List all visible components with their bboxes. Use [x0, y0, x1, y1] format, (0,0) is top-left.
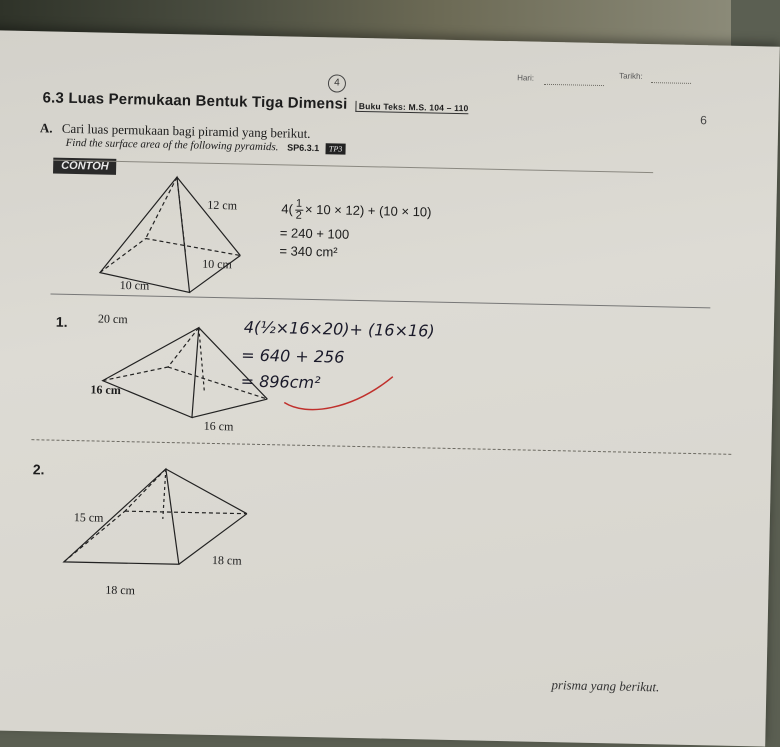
example-pyramid-diagram — [74, 172, 247, 306]
q1-face-front — [102, 326, 199, 418]
section-title-text: 6.3 Luas Permukaan Bentuk Tiga Dimensi — [42, 89, 348, 113]
example-face-front — [100, 176, 192, 293]
page-number-circle — [328, 74, 346, 92]
q1-base-label: 16 cm — [203, 418, 234, 434]
section-title — [42, 89, 468, 115]
example-working-line3: = 340 cm² — [279, 243, 338, 260]
q1-hand-line1: 4(½×16×20)+ (16×16) — [243, 317, 435, 341]
hari-line — [544, 84, 604, 86]
textbook-ref: Buku Teks: M.S. 104 – 110 — [356, 101, 469, 114]
tp-badge: TP3 — [326, 143, 346, 154]
q1-side-label: 16 cm — [90, 382, 121, 398]
example-working-line1 — [281, 198, 432, 224]
example-line1-rest: × 10 × 12) + (10 × 10) — [304, 201, 432, 220]
page-number: 4 — [334, 77, 340, 89]
example-working-line2: = 240 + 100 — [279, 225, 350, 242]
sp-code: SP6.3.1 — [287, 142, 320, 154]
q1-number: 1. — [55, 313, 68, 330]
q1-slant-label: 20 cm — [97, 311, 128, 327]
example-line1-prefix: 4( — [281, 201, 294, 217]
q2-slant-label: 15 cm — [73, 510, 104, 525]
right-edge-digit: 6 — [700, 113, 708, 128]
tarikh-line — [651, 82, 691, 84]
q2-side-label: 18 cm — [211, 552, 242, 568]
tarikh-label: Tarikh: — [619, 71, 643, 81]
q1-bottom-rule — [31, 439, 731, 455]
example-base-label: 10 cm — [119, 277, 150, 293]
contoh-tag: CONTOH — [53, 158, 117, 175]
example-depth-label: 10 cm — [202, 256, 232, 272]
hari-label: Hari: — [517, 73, 535, 83]
q1-red-check-mark — [282, 366, 403, 419]
q1-hand-line3: = 896cm² — [240, 371, 321, 393]
question-text-ms: Cari luas permukaan bagi piramid yang berikut. — [61, 120, 311, 141]
worksheet-page — [0, 30, 780, 747]
example-frac-den: 2 — [295, 209, 302, 222]
example-fraction — [295, 199, 304, 222]
q2-number: 2. — [32, 461, 45, 478]
contoh-top-rule — [53, 160, 653, 174]
question-text-en: Find the surface area of the following pyramids. — [65, 136, 279, 154]
example-frac-num: 1 — [295, 197, 303, 210]
q1-hand-line2: = 640 + 256 — [241, 345, 345, 367]
example-slant-label: 12 cm — [207, 197, 238, 213]
question-label: A. — [39, 120, 53, 136]
q2-base-label: 18 cm — [105, 582, 136, 598]
footer-fragment: prisma yang berikut. — [551, 677, 660, 695]
